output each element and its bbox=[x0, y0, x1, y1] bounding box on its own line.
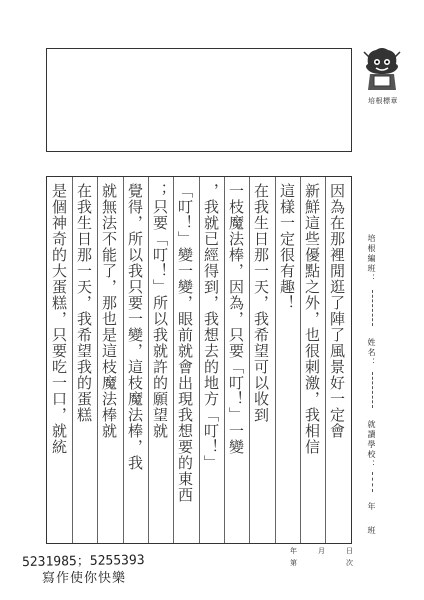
footer-month: 月 bbox=[318, 547, 325, 555]
essay-column: ；只要「叮！」所以我就許的願望就 bbox=[151, 183, 169, 439]
grid-line bbox=[325, 177, 326, 543]
footer-year: 年 bbox=[290, 547, 297, 555]
year-label: 年 bbox=[367, 502, 376, 512]
mascot-emblem-icon bbox=[360, 44, 404, 96]
grid-line bbox=[300, 177, 301, 543]
school-label: 就讀學校： bbox=[367, 420, 376, 470]
grid-line bbox=[173, 177, 174, 543]
grid-line bbox=[148, 177, 149, 543]
grid-line bbox=[72, 177, 73, 543]
emblem-label: 培根標章 bbox=[368, 97, 398, 105]
essay-column: 新鮮這些優點之外，也很刺激，我相信 bbox=[303, 183, 321, 455]
essay-column: 這樣一定很有趣！ bbox=[278, 183, 296, 311]
grid-line bbox=[123, 177, 124, 543]
essay-column: 在我生日那一天，我希望我的蛋糕 bbox=[75, 183, 93, 423]
name-field[interactable] bbox=[372, 372, 374, 408]
grid-line bbox=[275, 177, 276, 543]
essay-column: 在我生日那一天，我希望可以收到 bbox=[252, 183, 270, 423]
title-box bbox=[46, 48, 352, 152]
grid-line bbox=[249, 177, 250, 543]
school-field[interactable] bbox=[372, 472, 374, 492]
name-label: 姓名： bbox=[367, 338, 376, 368]
essay-column: 「叮！」變一變，眼前就會出現我想要的東西 bbox=[176, 183, 194, 503]
class-suffix-label: 班 bbox=[367, 526, 376, 536]
essay-column: ，我就已經得到，我想去的地方「叮！」 bbox=[202, 183, 220, 471]
grid-line bbox=[224, 177, 225, 543]
phone-numbers: 5231985；5255393 bbox=[21, 552, 145, 571]
class-field[interactable] bbox=[372, 290, 374, 326]
slogan: 寫作使你快樂 bbox=[42, 571, 127, 586]
class-label: 培根編班： bbox=[367, 234, 376, 284]
footer-number: 第 bbox=[290, 559, 297, 567]
essay-column: 一枝魔法棒，因為，只要「叮！」一變 bbox=[227, 183, 245, 455]
essay-column: 因為在那裡閒逛了陣了風景好一定會 bbox=[328, 183, 346, 439]
grid-line bbox=[97, 177, 98, 543]
essay-column: 就無法不能了，那也是這枝魔法棒就 bbox=[100, 183, 118, 439]
essay-column: 覺得，所以我只要一變，這枝魔法棒，我 bbox=[126, 183, 144, 471]
footer-day: 日 bbox=[346, 547, 353, 555]
grid-line bbox=[199, 177, 200, 543]
essay-grid bbox=[46, 176, 352, 544]
essay-column: 是個神奇的大蛋糕，只要吃一口，就統 bbox=[50, 183, 68, 455]
footer-times: 次 bbox=[346, 559, 353, 567]
